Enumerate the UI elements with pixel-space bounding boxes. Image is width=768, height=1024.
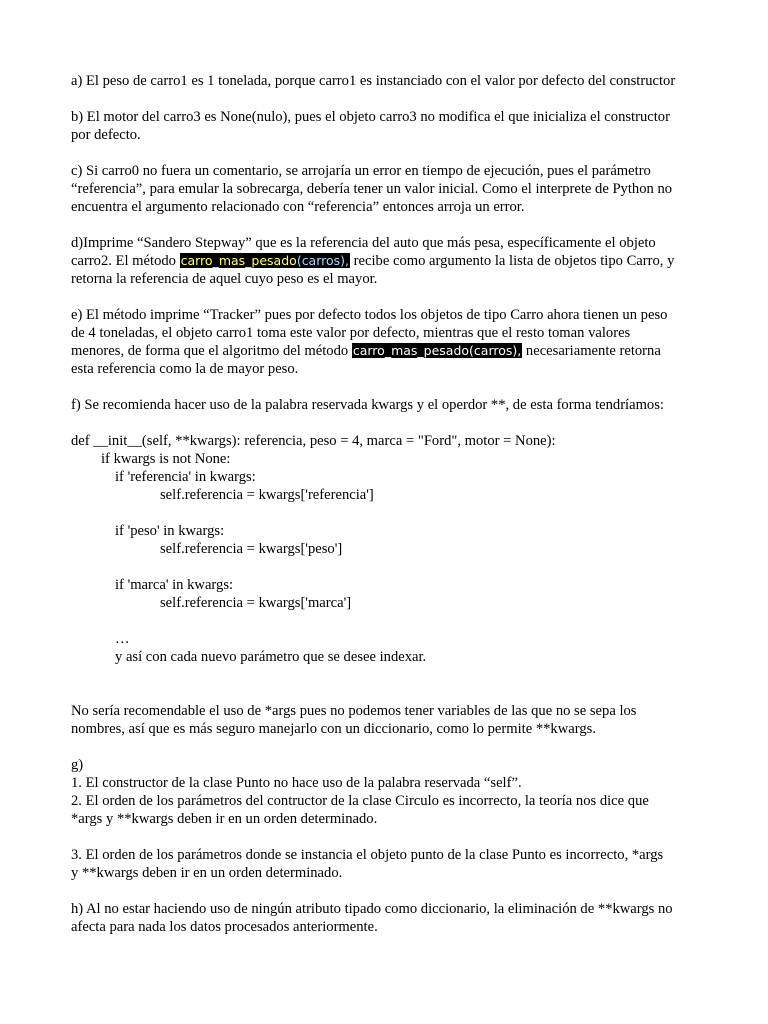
code-line-blank — [71, 504, 711, 522]
answer-e-line-4: esta referencia como la de mayor peso. — [71, 361, 299, 377]
document-page — [71, 72, 711, 954]
code-method-args: (carros), — [296, 253, 350, 268]
answer-a — [71, 72, 711, 90]
answer-c-line-3: encuentra el argumento relacionado con “referencia” entonces arroja un error. — [71, 199, 525, 215]
answer-g-item-2-line-1: 2. El orden de los parámetros del contructor de la clase Circulo es incorrecto, la teoría nos dice que — [71, 793, 649, 809]
code-line-note: y así con cada nuevo parámetro que se desee indexar. — [115, 649, 427, 665]
answer-g-item-3-line-2: y **kwargs deben ir en un orden determinado. — [71, 865, 343, 881]
code-line-assign-referencia: self.referencia = kwargs['referencia'] — [160, 487, 374, 503]
answer-c — [71, 162, 711, 216]
code-line-assign-peso: self.referencia = kwargs['peso'] — [160, 541, 343, 557]
answer-d — [71, 234, 711, 288]
code-method-name: carro_mas_pesado — [180, 253, 297, 268]
answer-f — [71, 396, 711, 414]
answer-b-line-2: por defecto. — [71, 127, 141, 143]
answer-c-line-2: “referencia”, para emular la sobrecarga, debería tener un valor inicial. Como el interprete de Python no — [71, 181, 673, 197]
code-line-blank — [71, 558, 711, 576]
code-line-def: def __init__(self, **kwargs): referencia, peso = 4, marca = "Ford", motor = None): — [71, 433, 556, 449]
answer-e-line-3-post: necesariamente retorna — [522, 343, 661, 359]
code-highlight-method — [180, 253, 350, 268]
answer-d-line-2-post: recibe como argumento la lista de objetos tipo Carro, y — [350, 253, 675, 269]
code-line-if-kwargs: if kwargs is not None: — [101, 451, 231, 467]
answer-d-line-1: d)Imprime “Sandero Stepway” que es la referencia del auto que más pesa, específicamente el objeto — [71, 235, 656, 251]
no-seria-line-1: No sería recomendable el uso de *args pues no podemos tener variables de las que no se sepa los — [71, 703, 637, 719]
code-highlight-method-call: carro_mas_pesado(carros), — [352, 343, 522, 358]
code-line-if-peso: if 'peso' in kwargs: — [115, 523, 225, 539]
answer-c-line-1: c) Si carro0 no fuera un comentario, se arrojaría un error en tiempo de ejecución, pues el parámetro — [71, 163, 651, 179]
answer-g-item-1: 1. El constructor de la clase Punto no hace uso de la palabra reservada “self”. — [71, 775, 522, 791]
answer-h — [71, 900, 711, 936]
answer-e-line-2: de 4 toneladas, el objeto carro1 toma este valor por defecto, mientras que el resto toman valores — [71, 325, 631, 341]
code-line-if-marca: if 'marca' in kwargs: — [115, 577, 234, 593]
answer-e-line-1: e) El método imprime “Tracker” pues por defecto todos los objetos de tipo Carro ahora tienen un peso — [71, 307, 668, 323]
code-block — [71, 432, 711, 666]
answer-f-line: f) Se recomienda hacer uso de la palabra reservada kwargs y el operdor **, de esta forma tendríamos: — [71, 397, 664, 413]
answer-g-item-3 — [71, 846, 711, 882]
answer-h-line-1: h) Al no estar haciendo uso de ningún atributo tipado como diccionario, la eliminación de **kwargs no — [71, 901, 673, 917]
answer-b — [71, 108, 711, 144]
no-seria-paragraph — [71, 702, 711, 738]
answer-g-item-3-line-1: 3. El orden de los parámetros donde se instancia el objeto punto de la clase Punto es incorrecto, *args — [71, 847, 664, 863]
answer-d-line-3: retorna la referencia de aquel cuyo peso es el mayor. — [71, 271, 378, 287]
answer-h-line-2: afecta para nada los datos procesados anteriormente. — [71, 919, 378, 935]
answer-g — [71, 756, 711, 828]
answer-d-line-2-pre: carro2. El método — [71, 253, 180, 269]
answer-g-item-2-line-2: *args y **kwargs deben ir en un orden determinado. — [71, 811, 378, 827]
answer-a-line: a) El peso de carro1 es 1 tonelada, porque carro1 es instanciado con el valor por defecto del constructor — [71, 73, 676, 89]
answer-d-line-2 — [71, 252, 711, 270]
code-line-blank — [71, 612, 711, 630]
answer-g-label: g) — [71, 757, 84, 773]
no-seria-line-2: nombres, así que es más seguro manejarlo con un diccionario, como lo permite **kwargs. — [71, 721, 596, 737]
code-line-if-referencia: if 'referencia' in kwargs: — [115, 469, 256, 485]
answer-e-line-3-pre: menores, de forma que el algoritmo del método — [71, 343, 352, 359]
code-line-ellipsis: … — [115, 631, 130, 647]
answer-b-line-1: b) El motor del carro3 es None(nulo), pues el objeto carro3 no modifica el que inicializa el constructor — [71, 109, 670, 125]
answer-e — [71, 306, 711, 378]
code-line-assign-marca: self.referencia = kwargs['marca'] — [160, 595, 352, 611]
answer-e-line-3 — [71, 342, 711, 360]
